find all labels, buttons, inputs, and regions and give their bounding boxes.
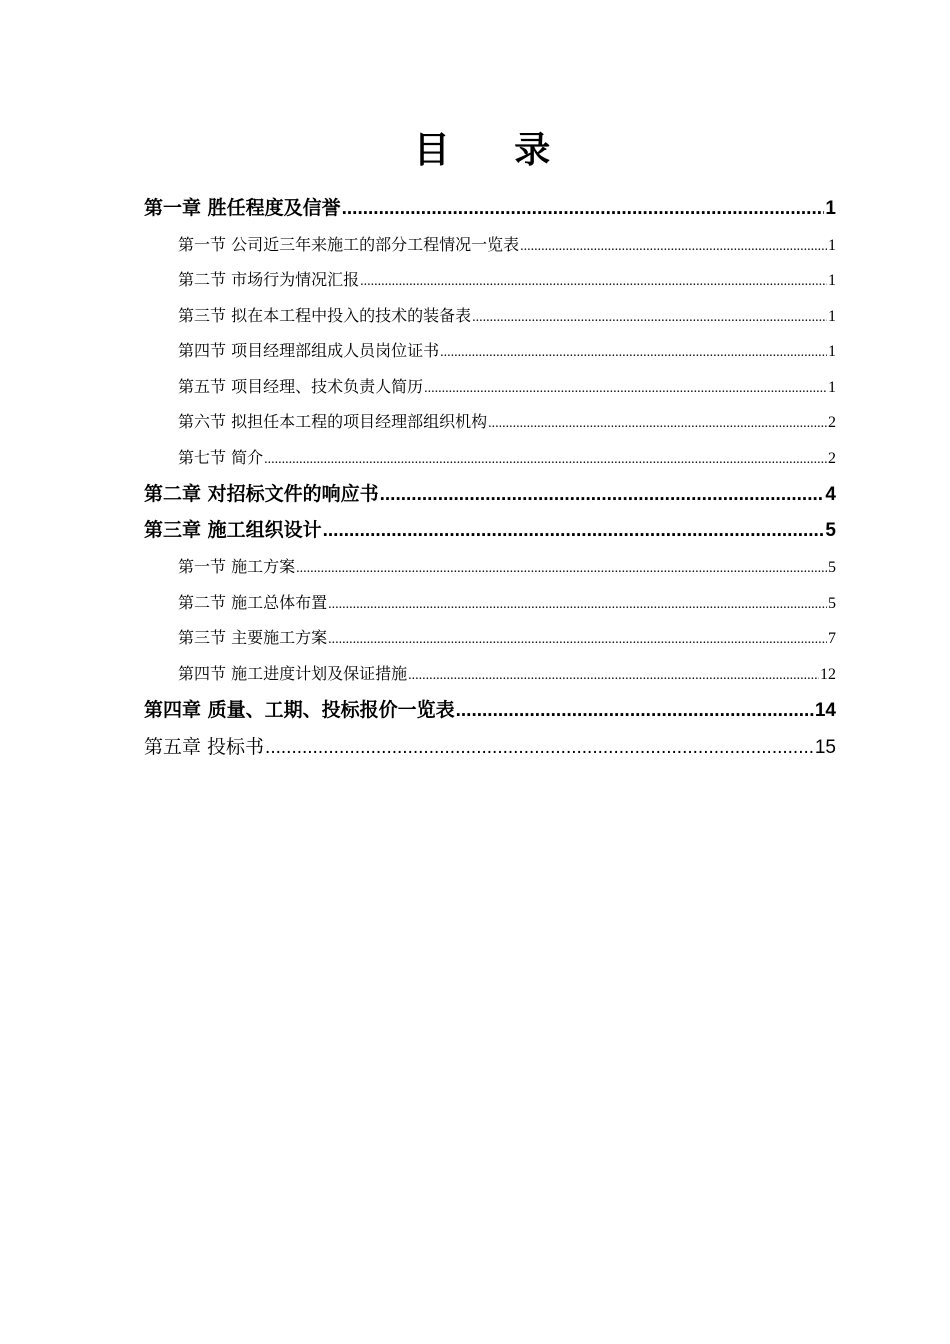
toc-section-1-2[interactable]	[178, 262, 836, 297]
toc-section-1-1[interactable]	[178, 227, 836, 262]
toc-dot-leader	[296, 551, 827, 586]
toc-dot-leader	[408, 658, 819, 693]
toc-chapter-label: 第一章 胜任程度及信誉	[144, 197, 341, 219]
toc-section-label: 第三节 拟在本工程中投入的技术的装备表	[178, 306, 472, 325]
toc-page-number: 1	[828, 379, 836, 396]
toc-page-number: 14	[814, 700, 836, 721]
toc-page-number: 1	[828, 308, 836, 325]
toc-section-label: 第一节 公司近三年来施工的部分工程情况一览表	[178, 235, 520, 254]
toc-chapter-4[interactable]	[144, 692, 836, 728]
toc-section-label: 第二节 市场行为情况汇报	[178, 270, 360, 289]
toc-page-number: 5	[825, 520, 836, 541]
toc-dot-leader	[440, 335, 827, 370]
toc-page-number: 1	[828, 343, 836, 360]
toc-section-1-5[interactable]	[178, 369, 836, 404]
toc-page-number: 1	[828, 272, 836, 289]
toc-chapter-3[interactable]	[144, 512, 836, 548]
toc-dot-leader	[328, 587, 827, 622]
toc-section-label: 第一节 施工方案	[178, 557, 296, 576]
toc-section-1-6[interactable]	[178, 404, 836, 439]
toc-dot-leader	[424, 371, 827, 406]
toc-title: 目 录	[413, 130, 577, 171]
toc-section-label: 第二节 施工总体布置	[178, 593, 328, 612]
toc-section-label: 第四节 项目经理部组成人员岗位证书	[178, 341, 440, 360]
toc-section-3-3[interactable]	[178, 620, 836, 655]
toc-page-number: 2	[828, 414, 836, 431]
toc-page-number: 7	[828, 630, 836, 647]
toc-page-number: 1	[825, 198, 836, 219]
toc-dot-leader	[265, 730, 814, 766]
toc-dot-leader	[360, 264, 827, 299]
toc-section-label: 第五节 项目经理、技术负责人简历	[178, 377, 424, 396]
toc-section-1-7[interactable]	[178, 440, 836, 475]
toc-dot-leader	[472, 300, 827, 335]
toc-chapter-label: 第五章 投标书	[144, 736, 265, 758]
toc-page-number: 1	[828, 237, 836, 254]
toc-section-1-4[interactable]	[178, 333, 836, 368]
toc-chapter-label: 第三章 施工组织设计	[144, 519, 322, 541]
toc-dot-leader	[520, 229, 827, 264]
toc-dot-leader	[328, 622, 827, 657]
toc-chapter-1[interactable]	[144, 190, 836, 226]
toc-chapter-5[interactable]	[144, 729, 836, 765]
toc-section-3-2[interactable]	[178, 585, 836, 620]
toc-chapter-label: 第四章 质量、工期、投标报价一览表	[144, 699, 455, 721]
toc-page-number: 4	[825, 484, 836, 505]
toc-dot-leader	[264, 442, 827, 477]
toc-dot-leader	[488, 406, 827, 441]
toc-page-number: 2	[828, 450, 836, 467]
toc-chapter-2[interactable]	[144, 476, 836, 512]
toc-section-1-3[interactable]	[178, 298, 836, 333]
toc-section-label: 第三节 主要施工方案	[178, 628, 328, 647]
toc-chapter-label: 第二章 对招标文件的响应书	[144, 483, 379, 505]
toc-page-number: 15	[814, 737, 836, 758]
toc-page-number: 5	[828, 595, 836, 612]
toc-section-label: 第七节 简介	[178, 448, 264, 467]
toc-dot-leader	[380, 477, 825, 513]
toc-dot-leader	[456, 693, 814, 729]
toc-dot-leader	[342, 191, 825, 227]
toc-section-3-1[interactable]	[178, 549, 836, 584]
toc-page-number: 5	[828, 559, 836, 576]
toc-page-number: 12	[820, 666, 836, 683]
toc-section-label: 第六节 拟担任本工程的项目经理部组织机构	[178, 412, 488, 431]
toc-section-3-4[interactable]	[178, 656, 836, 691]
toc-dot-leader	[323, 513, 825, 549]
toc-section-label: 第四节 施工进度计划及保证措施	[178, 664, 408, 683]
